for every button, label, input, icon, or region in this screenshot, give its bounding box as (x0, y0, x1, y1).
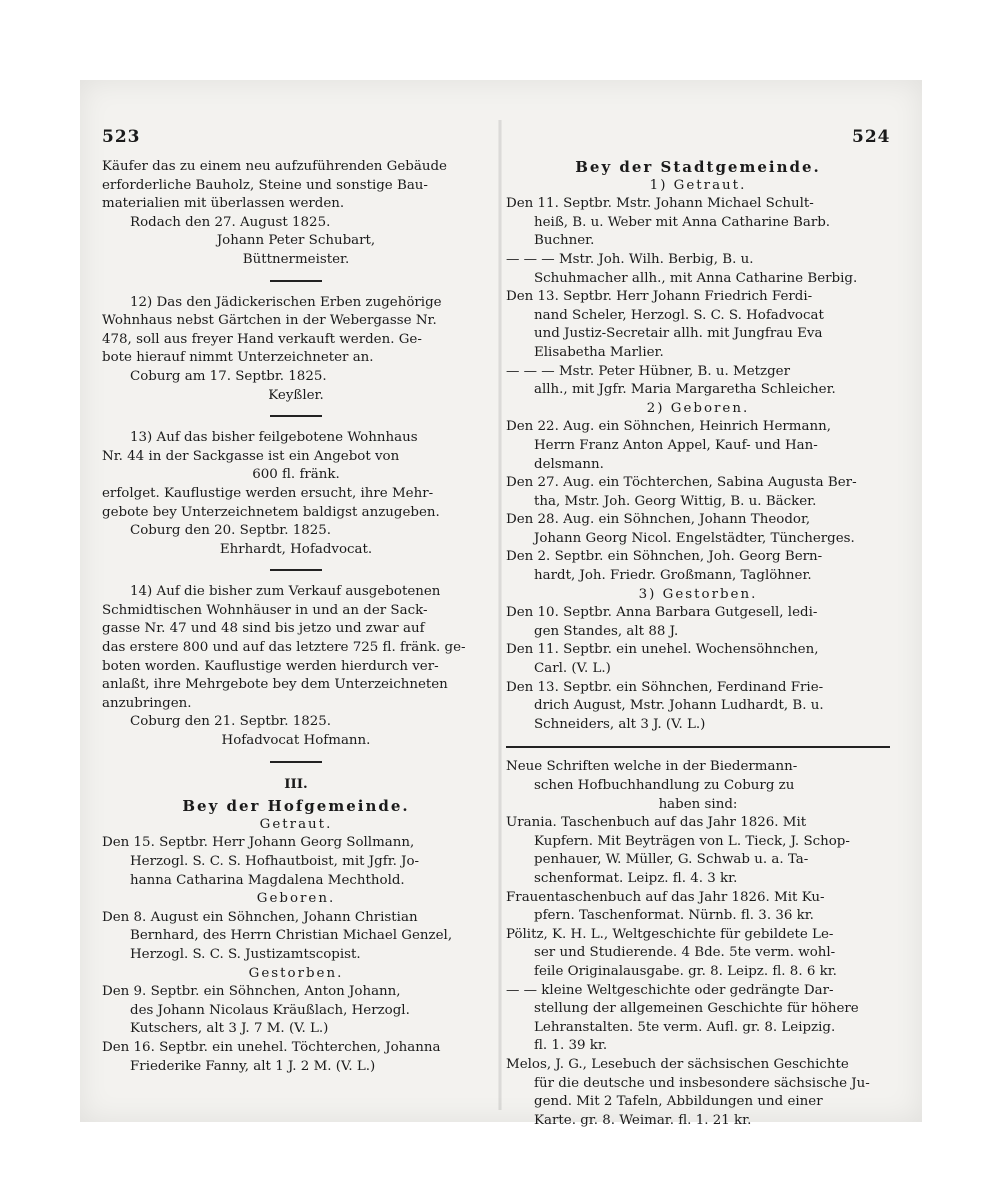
text-line: das erstere 800 und auf das letztere 725 fl. fränk. ge- (102, 640, 466, 656)
text-line: stellung der allgemeinen Geschichte für höhere (534, 1001, 859, 1017)
text-line: für die deutsche und insbesondere sächsische Ju- (534, 1075, 870, 1091)
subheading: 3) Gestorben. (638, 586, 758, 602)
right-page-column (506, 158, 890, 1130)
text-line: erforderliche Bauholz, Steine und sonstige Bau- (102, 177, 428, 193)
text-line: Den 2. Septbr. ein Söhnchen, Joh. Georg Bern- (506, 549, 823, 565)
text-line: — — — Mstr. Peter Hübner, B. u. Metzger (506, 363, 790, 379)
text-line: Neue Schriften welche in der Biedermann- (506, 759, 798, 775)
text-line: Bernhard, des Herrn Christian Michael Genzel, (130, 928, 453, 944)
text-line: feile Originalausgabe. gr. 8. Leipz. fl. 8. 6 kr. (534, 963, 837, 979)
text-line: gen Standes, alt 88 J. (534, 623, 679, 639)
text-line: boten worden. Kauflustige werden hierdurch ver- (102, 658, 439, 674)
subheading: 2) Geboren. (646, 400, 750, 416)
text-line: Den 16. Septbr. ein unehel. Töchterchen, Johanna (102, 1039, 441, 1055)
subheading: Getraut. (259, 816, 333, 832)
text-line: Den 10. Septbr. Anna Barbara Gutgesell, ledi- (506, 605, 818, 621)
notice-13-line: 13) Auf das bisher feilgebotene Wohnhaus (130, 430, 418, 446)
section-heading: Bey der Hofgemeinde. (182, 797, 410, 816)
text-line: Den 28. Aug. ein Söhnchen, Johann Theodor, (506, 512, 811, 528)
text-line: Den 27. Aug. ein Töchterchen, Sabina Augusta Ber- (506, 475, 857, 491)
text-line: Schuhmacher allh., mit Anna Catharine Berbig. (534, 270, 858, 286)
text-line: Coburg am 17. Septbr. 1825. (130, 368, 327, 384)
text-line: heiß, B. u. Weber mit Anna Catharine Barb. (534, 214, 831, 230)
notice-12-line: 12) Das den Jädickerischen Erben zugehörige (130, 294, 442, 310)
text-line: und Justiz-Secretair allh. mit Jungfrau Eva (534, 326, 823, 342)
text-line: tha, Mstr. Joh. Georg Wittig, B. u. Bäcker. (534, 493, 817, 509)
left-page-number: 523 (102, 127, 141, 147)
signature-name: Hofadvocat Hofmann. (221, 733, 371, 749)
text-line: hanna Catharina Magdalena Mechthold. (130, 872, 405, 888)
text-line: Carl. (V. L.) (534, 661, 611, 677)
text-line: drich August, Mstr. Johann Ludhardt, B. u. (534, 698, 824, 714)
section-heading: Bey der Stadtgemeinde. (575, 158, 821, 176)
book-entry-line: Urania. Taschenbuch auf das Jahr 1826. Mit (506, 815, 807, 831)
text-line: Herrn Franz Anton Appel, Kauf- und Han- (534, 437, 818, 453)
text-line: Wohnhaus nebst Gärtchen in der Webergasse Nr. (102, 313, 437, 329)
text-line: Buchner. (534, 233, 595, 249)
text-line: Johann Georg Nicol. Engelstädter, Tüncherges. (534, 530, 855, 546)
separator-rule (270, 569, 322, 571)
separator-rule (506, 746, 890, 748)
text-line: 478, soll aus freyer Hand verkauft werden. Ge- (102, 331, 422, 347)
book-entry-line: Pölitz, K. H. L., Weltgeschichte für gebildete Le- (506, 926, 834, 942)
text-line: pfern. Taschenformat. Nürnb. fl. 3. 36 kr. (534, 908, 814, 924)
text-line: Schneiders, alt 3 J. (V. L.) (534, 716, 706, 732)
text-line: des Johann Nicolaus Kräußlach, Herzogl. (130, 1002, 410, 1018)
text-line: gasse Nr. 47 und 48 sind bis jetzo und zwar auf (102, 621, 425, 637)
text-line: Den 11. Septbr. Mstr. Johann Michael Schult- (506, 196, 814, 212)
text-line: erfolget. Kauflustige werden ersucht, ihre Mehr- (102, 485, 434, 501)
subheading: Geboren. (256, 891, 336, 907)
signature-name: Johann Peter Schubart, (216, 233, 376, 249)
right-page-number: 524 (852, 127, 891, 147)
text-line: Herzogl. S. C. S. Justizamtscopist. (130, 946, 361, 962)
text-line: Den 15. Septbr. Herr Johann Georg Sollmann, (102, 835, 415, 851)
text-line: Den 13. Septbr. Herr Johann Friedrich Ferdi- (506, 289, 813, 305)
text-line: Den 11. Septbr. ein unehel. Wochensöhnchen, (506, 642, 819, 658)
text-line: fl. 1. 39 kr. (534, 1038, 608, 1054)
book-gutter (498, 120, 502, 1110)
text-line: Friederike Fanny, alt 1 J. 2 M. (V. L.) (130, 1058, 376, 1074)
text-line: schen Hofbuchhandlung zu Coburg zu (534, 778, 795, 793)
text-line: Den 8. August ein Söhnchen, Johann Christian (102, 909, 418, 925)
text-line: Coburg den 21. Septbr. 1825. (130, 714, 332, 730)
signature-name: Ehrhardt, Hofadvocat. (219, 541, 373, 557)
subheading: Gestorben. (248, 965, 344, 981)
text-line: gebote bey Unterzeichnetem baldigst anzugeben. (102, 504, 440, 520)
text-line: Kutschers, alt 3 J. 7 M. (V. L.) (130, 1021, 329, 1037)
book-entry-line: Melos, J. G., Lesebuch der sächsischen Geschichte (506, 1056, 849, 1072)
text-line: hardt, Joh. Friedr. Großmann, Taglöhner. (534, 568, 812, 584)
text-line: Den 13. Septbr. ein Söhnchen, Ferdinand Frie- (506, 679, 824, 695)
price-line: 600 fl. fränk. (252, 467, 340, 483)
separator-rule (270, 761, 322, 763)
text-line: Herzogl. S. C. S. Hofhautboist, mit Jgfr. Jo- (130, 854, 420, 869)
text-line: allh., mit Jgfr. Maria Margaretha Schleicher. (534, 382, 836, 398)
text-line: Lehranstalten. 5te verm. Aufl. gr. 8. Leipzig. (534, 1019, 836, 1035)
signature-name: Keyßler. (268, 387, 324, 403)
text-line: Käufer das zu einem neu aufzuführenden Gebäude (102, 159, 447, 174)
text-line: — — — Mstr. Joh. Wilh. Berbig, B. u. (506, 251, 754, 267)
text-line: anlaßt, ihre Mehrgebote bey dem Unterzeichneten (102, 677, 448, 693)
text-line: penhauer, W. Müller, G. Schwab u. a. Ta- (534, 852, 809, 868)
separator-rule (270, 280, 322, 282)
notice-14-line: 14) Auf die bisher zum Verkauf ausgebotenen (130, 584, 441, 600)
section-numeral: III. (284, 775, 308, 792)
text-line: delsmann. (534, 456, 604, 472)
text-line: Den 9. Septbr. ein Söhnchen, Anton Johann, (102, 984, 401, 1000)
text-line: Rodach den 27. August 1825. (130, 214, 331, 230)
text-line: materialien mit überlassen werden. (102, 196, 345, 212)
text-line: Nr. 44 in der Sackgasse ist ein Angebot von (102, 448, 400, 464)
book-entry-line: — — kleine Weltgeschichte oder gedrängte Dar- (506, 982, 834, 998)
text-line: schenformat. Leipz. fl. 4. 3 kr. (534, 870, 738, 886)
subheading: 1) Getraut. (649, 177, 747, 193)
text-line: bote hierauf nimmt Unterzeichneter an. (102, 350, 374, 366)
text-line: nand Scheler, Herzogl. S. C. S. Hofadvocat (534, 307, 824, 323)
text-line: Kupfern. Mit Beyträgen von L. Tieck, J. Schop- (534, 833, 850, 849)
text-line: Coburg den 20. Septbr. 1825. (130, 523, 332, 539)
text-line: ser und Studierende. 4 Bde. 5te verm. wohl- (534, 945, 836, 961)
text-line: Schmidtischen Wohnhäuser in und an der Sack- (102, 602, 428, 618)
text-line: anzubringen. (102, 695, 192, 711)
signature-title: Büttnermeister. (242, 251, 350, 267)
book-entry-line: Frauentaschenbuch auf das Jahr 1826. Mit Ku- (506, 889, 825, 905)
text-line: Karte. gr. 8. Weimar. fl. 1. 21 kr. (534, 1112, 752, 1128)
separator-rule (270, 415, 322, 417)
text-line: Den 22. Aug. ein Söhnchen, Heinrich Hermann, (506, 419, 831, 435)
text-line: haben sind: (658, 796, 738, 812)
text-line: gend. Mit 2 Tafeln, Abbildungen und einer (534, 1094, 823, 1110)
text-line: Elisabetha Marlier. (534, 344, 664, 360)
left-page-column (102, 158, 490, 1076)
